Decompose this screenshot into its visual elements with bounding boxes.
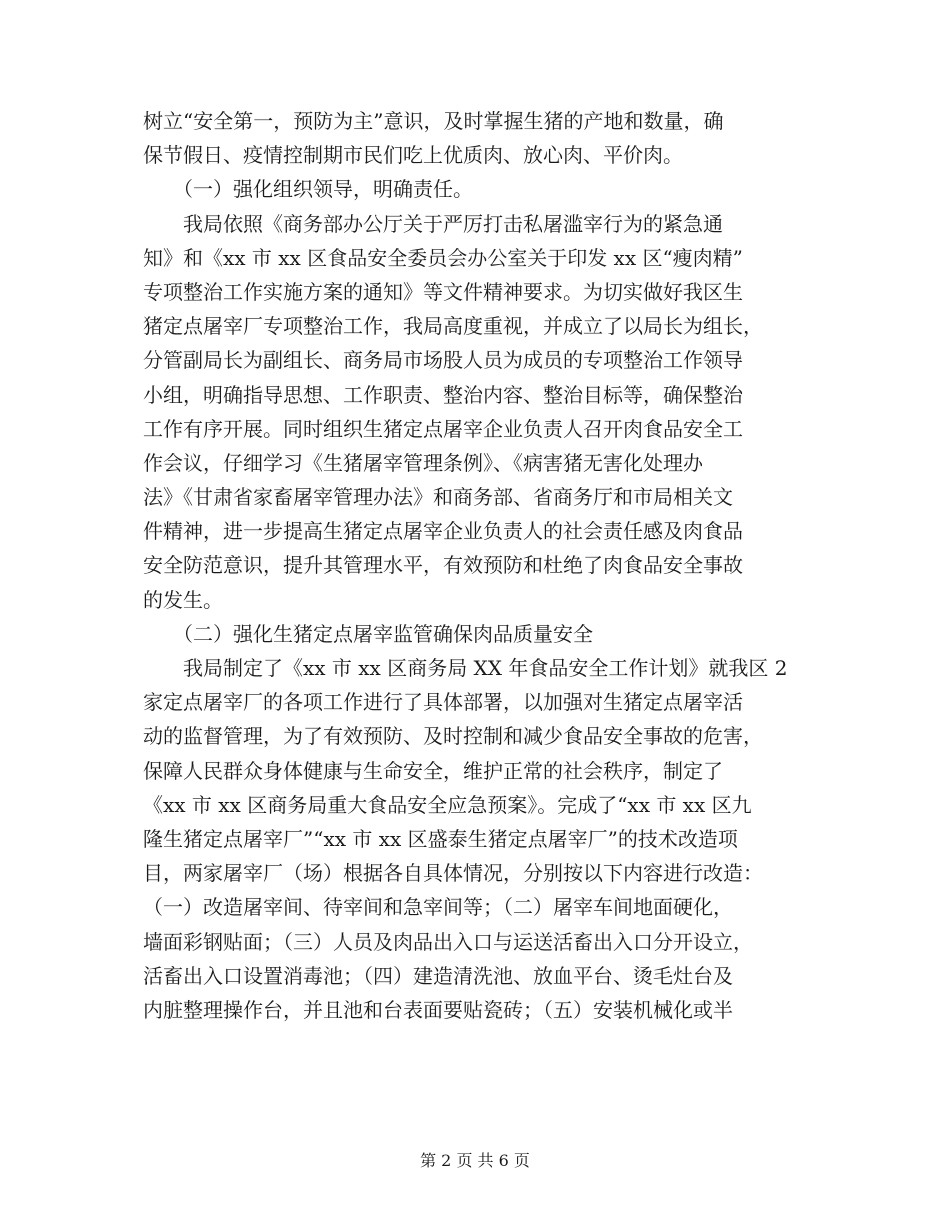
text-line: 树立“安全第一，预防为主”意识，及时掌握生猪的产地和数量，确 <box>143 109 724 133</box>
text-line: 专项整治工作实施方案的通知》等文件精神要求。为切实做好我区生 <box>143 279 743 304</box>
text-line: 小组，明确指导思想、工作职责、整治内容、整治目标等，确保整治 <box>143 382 743 407</box>
section-heading: （二）强化生猪定点屠宰监管确保肉品质量安全 <box>143 621 593 646</box>
text-line: 保障人民群众身体健康与生命安全，维护正常的社会秩序，制定了 <box>143 758 723 783</box>
text-line: 的发生。 <box>143 587 223 612</box>
text-line: 我局依照《商务部办公厅关于严厉打击私屠滥宰行为的紧急通 <box>143 211 723 236</box>
text-line: 家定点屠宰厂的各项工作进行了具体部署，以加强对生猪定点屠宰活 <box>143 690 743 715</box>
text-line: 动的监督管理，为了有效预防、及时控制和减少食品安全事故的危害， <box>143 724 763 749</box>
text-line: （一）改造屠宰间、待宰间和急宰间等；（二）屠宰车间地面硬化， <box>143 895 733 920</box>
text-line: 《xx 市 xx 区商务局重大食品安全应急预案》。完成了“xx 市 xx 区九 <box>143 792 752 817</box>
text-line: 法》《甘肃省家畜屠宰管理办法》和商务部、省商务厅和市局相关文 <box>143 485 733 510</box>
text-line: 件精神，进一步提高生猪定点屠宰企业负责人的社会责任感及肉食品 <box>143 519 743 544</box>
text-line: 隆生猪定点屠宰厂”“xx 市 xx 区盛泰生猪定点屠宰厂”的技术改造项 <box>143 826 738 851</box>
text-line: 分管副局长为副组长、商务局市场股人员为成员的专项整治工作领导 <box>143 348 743 373</box>
text-line: 我局制定了《xx 市 xx 区商务局 XX 年食品安全工作计划》就我区 2 <box>143 656 788 680</box>
text-line: 安全防范意识，提升其管理水平，有效预防和杜绝了肉食品安全事故 <box>143 553 743 578</box>
text-line: 工作有序开展。同时组织生猪定点屠宰企业负责人召开肉食品安全工 <box>143 416 743 441</box>
text-line: 知》和《xx 市 xx 区食品安全委员会办公室关于印发 xx 区“瘦肉精” <box>143 245 743 270</box>
body-text <box>143 104 808 1027</box>
text-line: 作会议，仔细学习《生猪屠宰管理条例》、《病害猪无害化处理办 <box>143 450 703 475</box>
section-heading: （一）强化组织领导，明确责任。 <box>143 177 473 202</box>
page-number-footer: 第 2 页 共 6 页 <box>420 1151 530 1170</box>
text-line: 目，两家屠宰厂（场）根据各自具体情况，分别按以下内容进行改造： <box>143 861 763 886</box>
text-line: 保节假日、疫情控制期市民们吃上优质肉、放心肉、平价肉。 <box>143 143 683 168</box>
text-line: 猪定点屠宰厂专项整治工作，我局高度重视，并成立了以局长为组长， <box>143 314 763 339</box>
text-line: 墙面彩钢贴面；（三）人员及肉品出入口与运送活畜出入口分开设立， <box>143 929 753 954</box>
text-line: 内脏整理操作台，并且池和台表面要贴瓷砖；（五）安装机械化或半 <box>143 997 733 1022</box>
text-line: 活畜出入口设置消毒池；（四）建造清洗池、放血平台、烫毛灶台及 <box>143 963 733 988</box>
